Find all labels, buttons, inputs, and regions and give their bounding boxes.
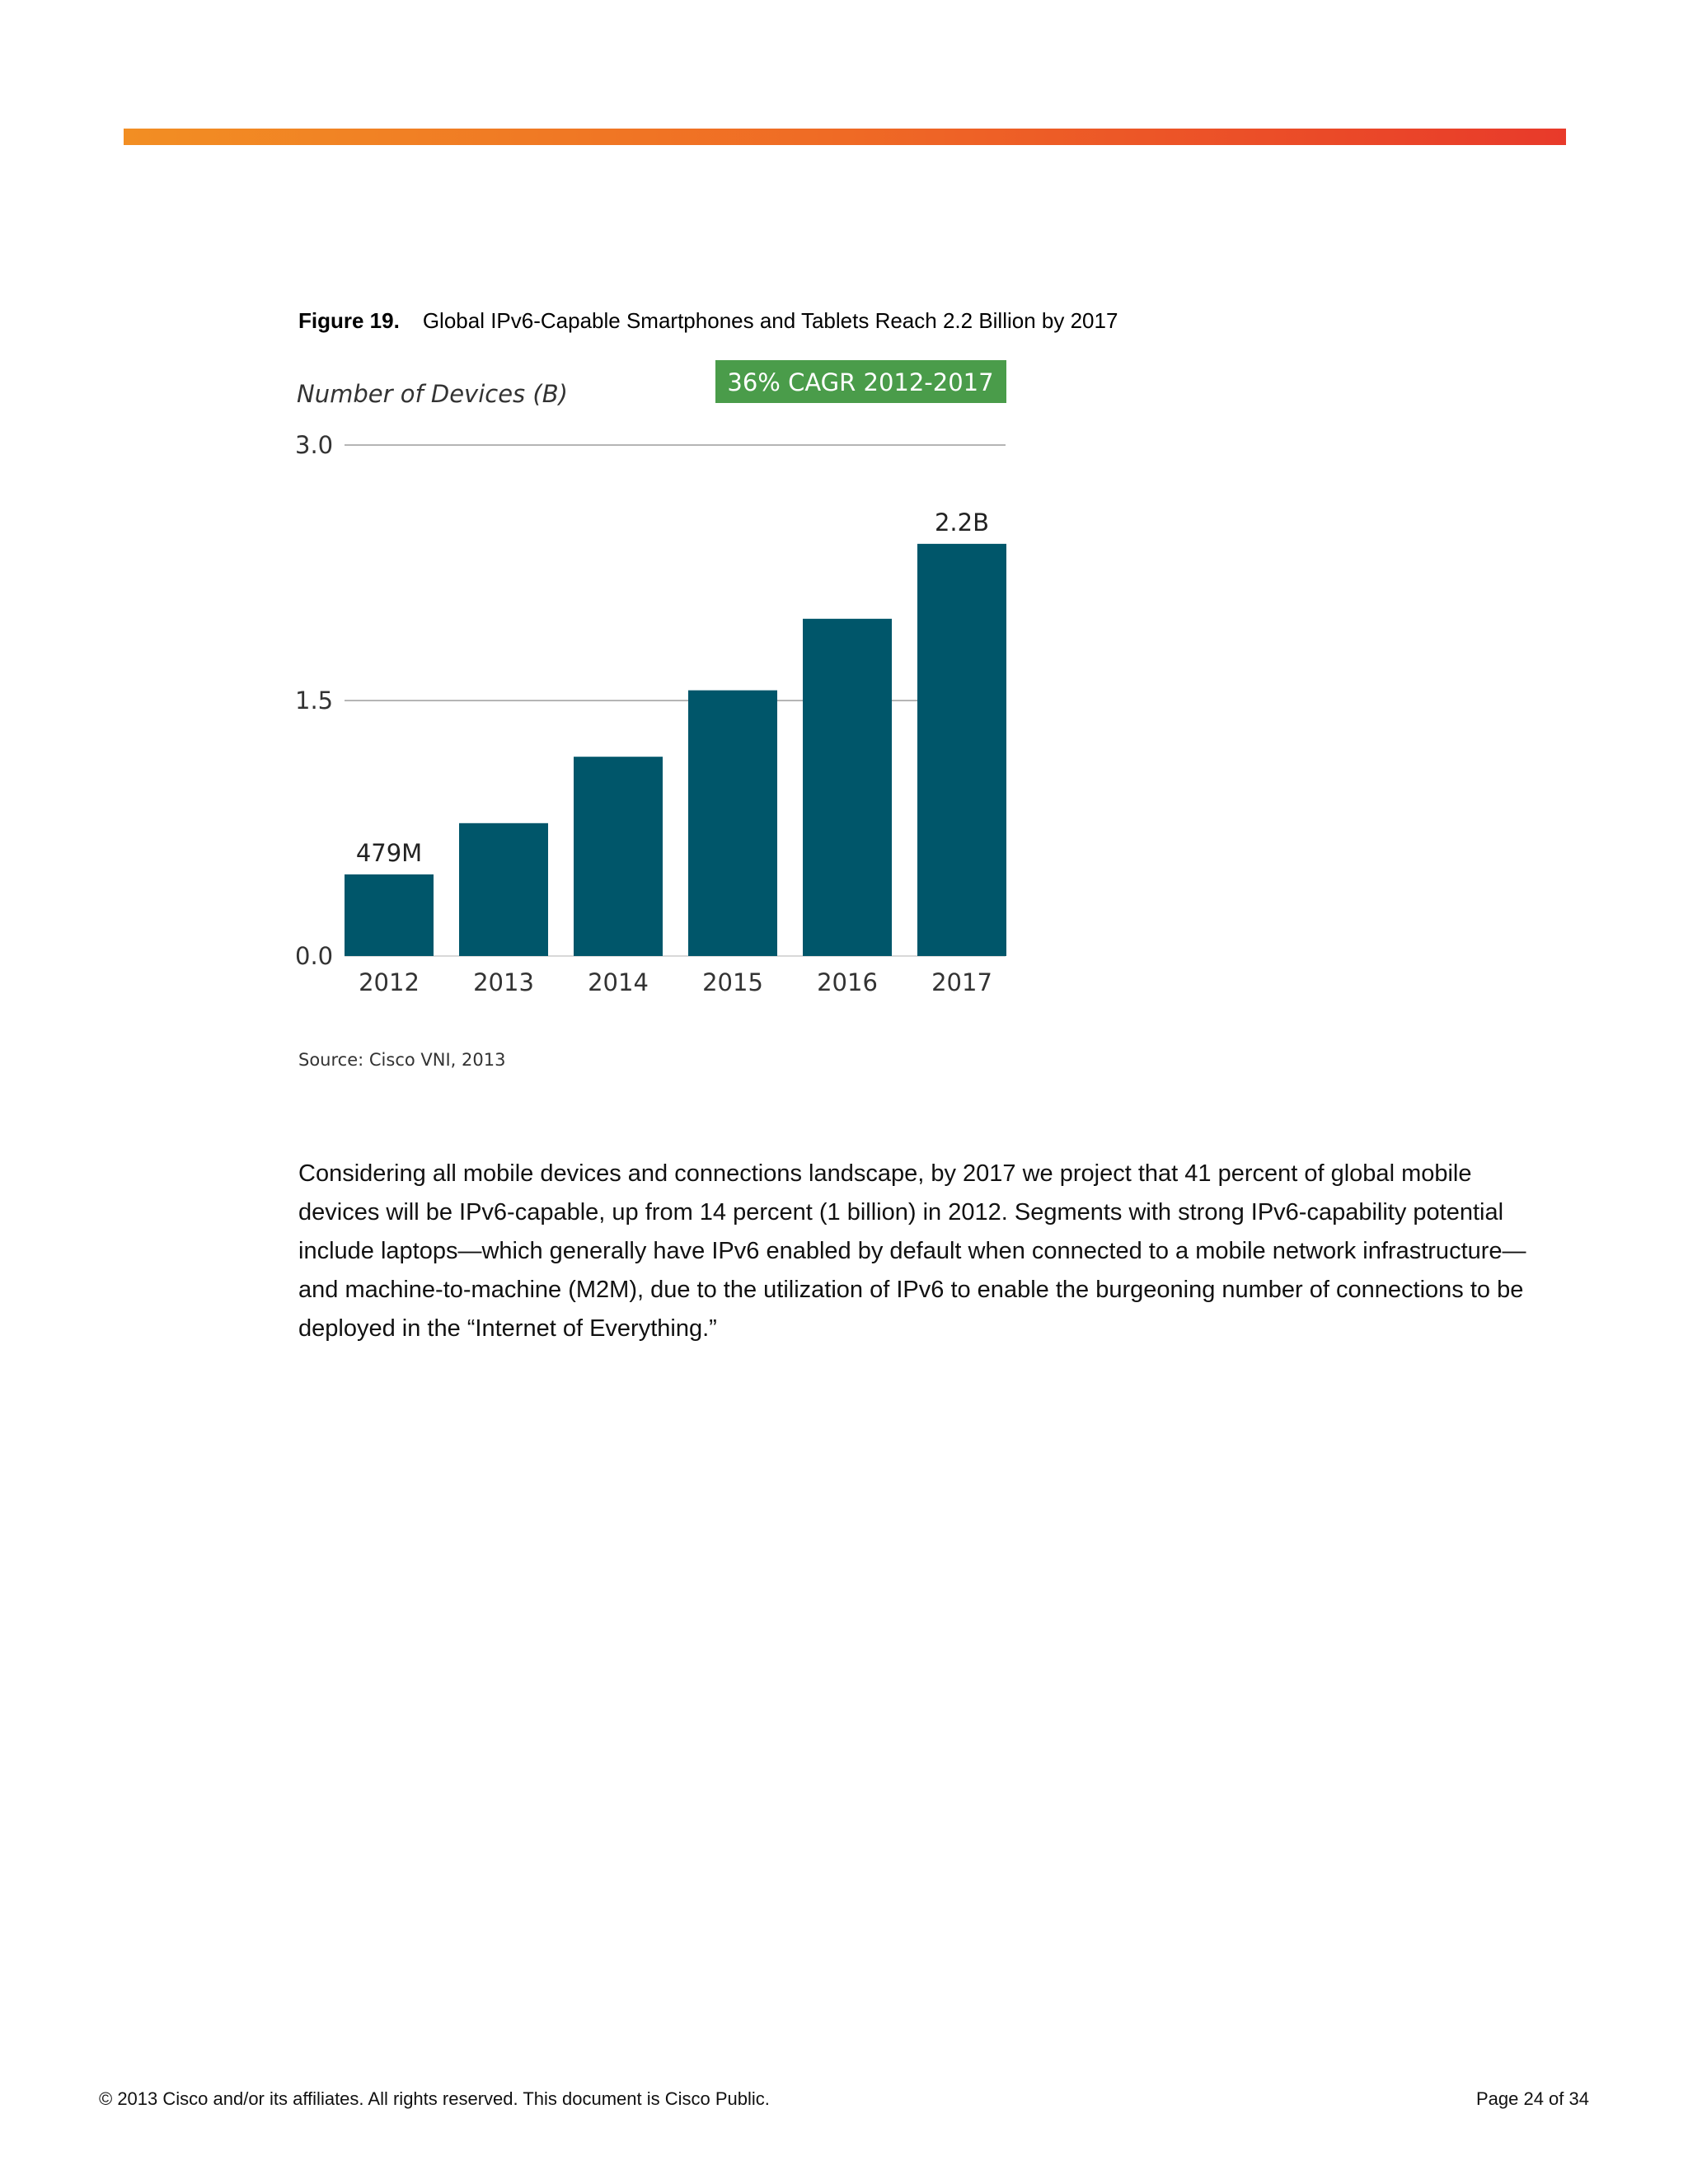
y-tick-label: 0.0 bbox=[295, 942, 334, 970]
bar-chart bbox=[280, 346, 1022, 1022]
footer-page-number: Page 24 of 34 bbox=[1475, 2088, 1589, 2109]
body-paragraph: Considering all mobile devices and connections landscape, by 2017 we project that 41 percent of global mobile devices will be IPv6-capable, up from 14 percent (1 billion) in 2012. Segments with strong IPv6-capability potential include laptops—which generally have IPv6 enabled by default when connected to a mobile network infrastructure—and machine-to-machine (M2M), due to the utilization of IPv6 to enable the burgeoning number of connections to be deployed in the “Internet of Everything.” bbox=[298, 1160, 1526, 1342]
x-tick-label: 2016 bbox=[817, 968, 878, 996]
gridlines bbox=[345, 445, 1006, 956]
source-note: Source: Cisco VNI, 2013 bbox=[298, 1050, 506, 1070]
bar-2015 bbox=[688, 691, 777, 956]
y-tick-label: 1.5 bbox=[295, 687, 334, 715]
bars bbox=[345, 544, 1006, 956]
bar-2012 bbox=[345, 874, 434, 956]
cagr-badge-text: 36% CAGR 2012-2017 bbox=[727, 368, 994, 396]
x-tick-label: 2015 bbox=[702, 968, 763, 996]
bar-2017 bbox=[917, 544, 1006, 956]
data-label-2012: 479M bbox=[355, 839, 423, 868]
figure-label: Figure 19. bbox=[298, 308, 400, 333]
x-tick-label: 2017 bbox=[931, 968, 992, 996]
bar-2014 bbox=[574, 757, 663, 956]
y-axis-title: Number of Devices (B) bbox=[297, 380, 568, 408]
footer-copyright: © 2013 Cisco and/or its affiliates. All rights reserved. This document is Cisco Public. bbox=[99, 2088, 770, 2109]
y-tick-label: 3.0 bbox=[295, 431, 334, 459]
x-tick-label: 2014 bbox=[588, 968, 649, 996]
bar-2013 bbox=[459, 823, 548, 956]
figure-title: Global IPv6-Capable Smartphones and Tablets Reach 2.2 Billion by 2017 bbox=[422, 308, 1118, 333]
data-label-2017: 2.2B bbox=[934, 508, 990, 537]
accent-bar bbox=[124, 129, 1566, 145]
cagr-badge bbox=[715, 360, 1006, 403]
x-tick-label: 2012 bbox=[359, 968, 420, 996]
figure-caption bbox=[298, 307, 1118, 335]
x-tick-label: 2013 bbox=[473, 968, 534, 996]
bar-2016 bbox=[803, 619, 892, 956]
